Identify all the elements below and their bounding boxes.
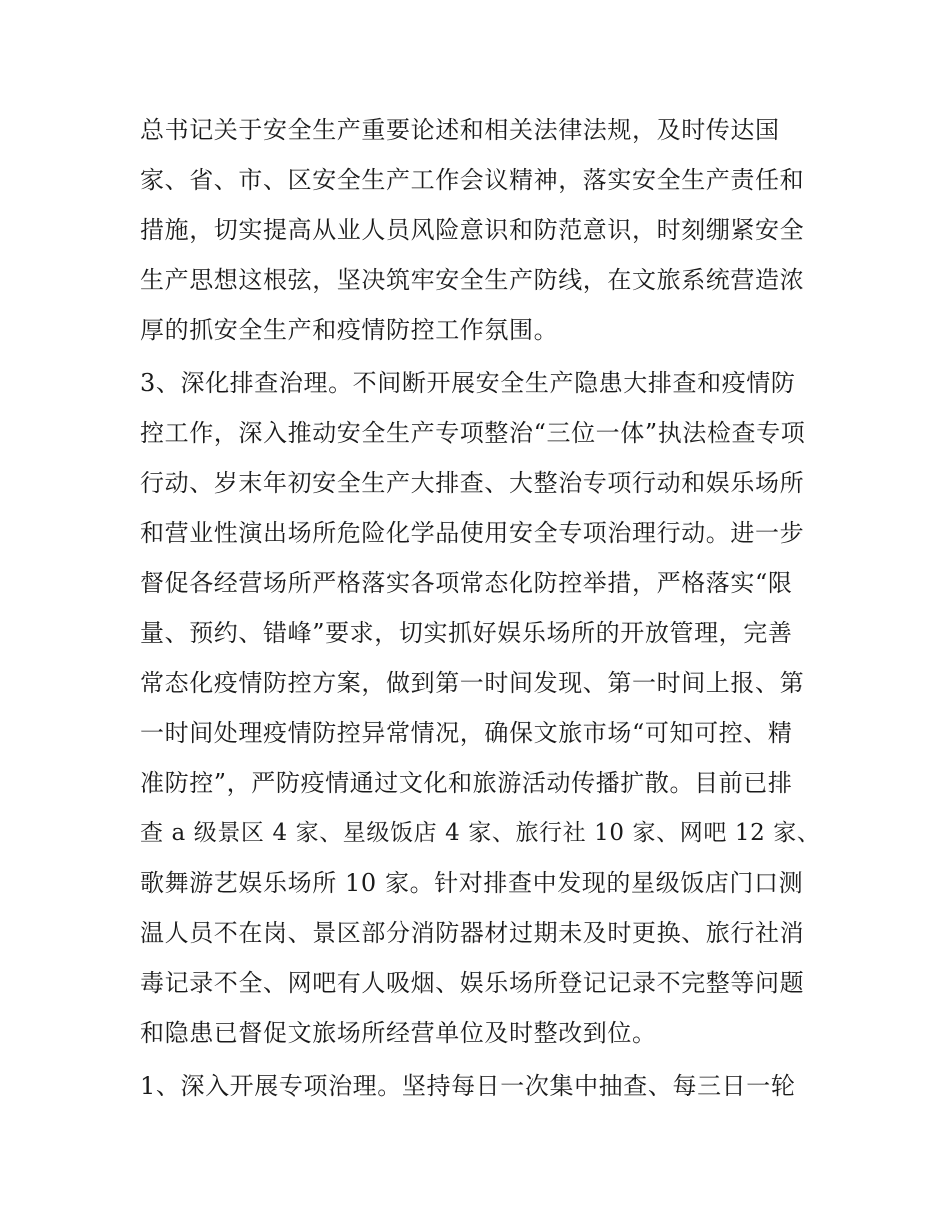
text-line-1: 总书记关于安全生产重要论述和相关法律法规，及时传达国 [140,116,780,144]
text-line-7: 控工作，深入推动安全生产专项整治“三位一体”执法检查专项 [140,419,806,447]
text-line-19: 和隐患已督促文旅场所经营单位及时整改到位。 [140,1019,657,1047]
text-line-9: 和营业性演出场所危险化学品使用安全专项治理行动。进一步 [140,519,805,547]
text-line-5: 厚的抓安全生产和疫情防控工作氛围。 [140,316,559,344]
text-line-6: 3、深化排查治理。不间断开展安全生产隐患大排查和疫情防 [140,369,796,397]
text-line-20: 1、深入开展专项治理。坚持每日一次集中抽查、每三日一轮 [140,1072,796,1100]
text-line-13: 一时间处理疫情防控异常情况，确保文旅市场“可知可控、精 [140,719,793,747]
text-line-15: 查 a 级景区 4 家、星级饭店 4 家、旅行社 10 家、网吧 12 家、 [140,820,821,846]
text-line-10: 督促各经营场所严格落实各项常态化防控举措，严格落实“限 [140,569,793,597]
text-line-3: 措施，切实提高从业人员风险意识和防范意识，时刻绷紧安全 [140,216,805,244]
text-line-17: 温人员不在岗、景区部分消防器材过期未及时更换、旅行社消 [140,919,805,947]
text-line-16: 歌舞游艺娱乐场所 10 家。针对排查中发现的星级饭店门口测 [140,869,804,897]
text-line-8: 行动、岁末年初安全生产大排查、大整治专项行动和娱乐场所 [140,469,805,497]
text-line-2: 家、省、市、区安全生产工作会议精神，落实安全生产责任和 [140,166,805,194]
text-line-12: 常态化疫情防控方案，做到第一时间发现、第一时间上报、第 [140,669,805,697]
text-line-4: 生产思想这根弦，坚决筑牢安全生产防线，在文旅系统营造浓 [140,266,805,294]
text-line-11: 量、预约、错峰”要求，切实抓好娱乐场所的开放管理，完善 [140,619,793,647]
text-line-18: 毒记录不全、网吧有人吸烟、娱乐场所登记记录不完整等问题 [140,969,805,997]
text-line-14: 准防控”，严防疫情通过文化和旅游活动传播扩散。目前已排 [140,769,793,797]
